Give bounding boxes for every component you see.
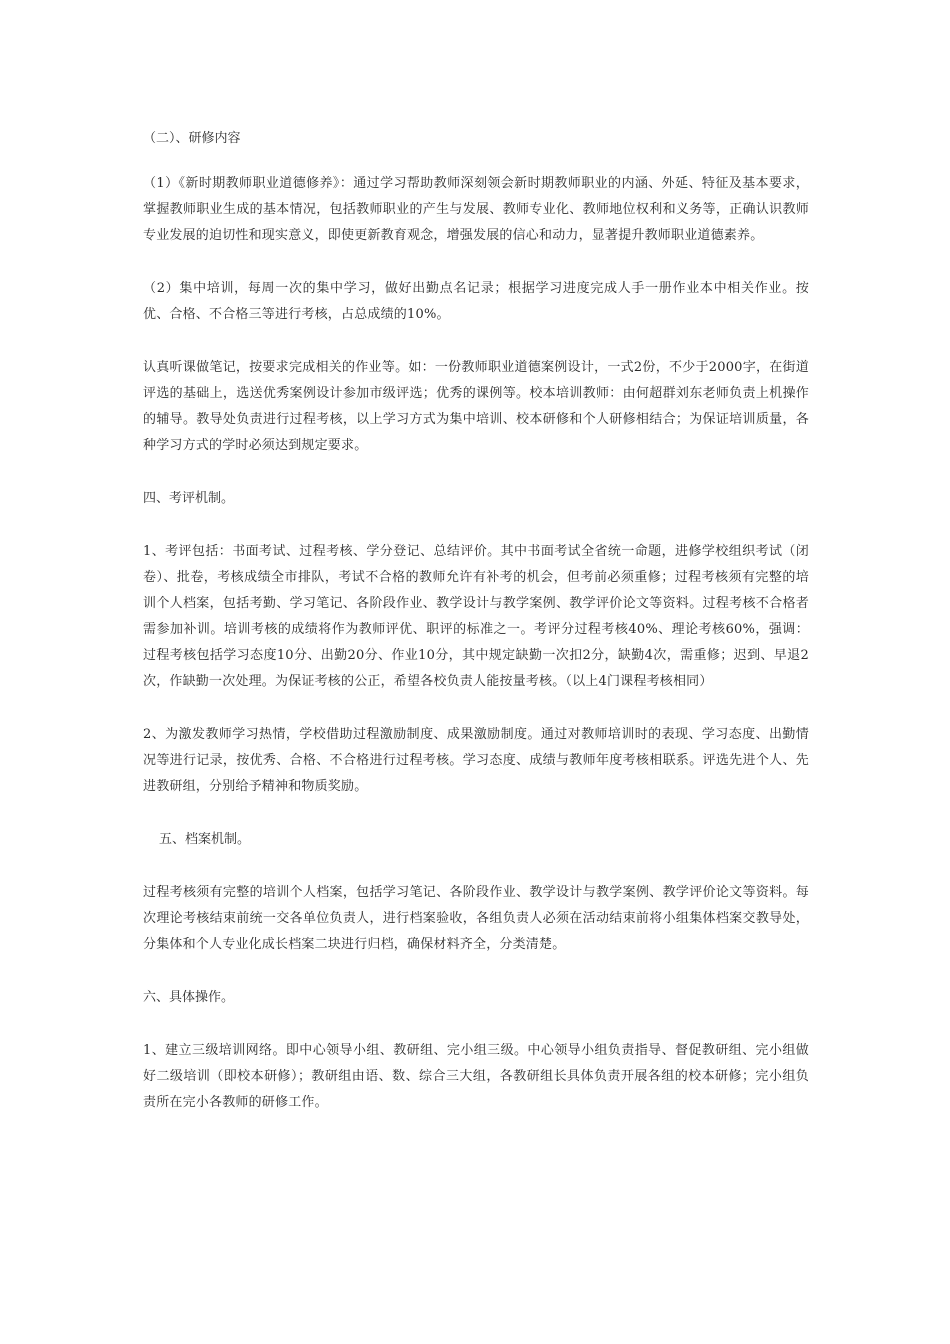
paragraph-evaluation-contents: 1、考评包括：书面考试、过程考核、学分登记、总结评价。其中书面考试全省统一命题，进修学校组织考试（闭卷）、批卷，考核成绩全市排队，考试不合格的教师允许有补考的机会，但考前必须重修；过程考核须有完整的培训个人档案，包括考勤、学习笔记、各阶段作业、教学设计与教学案例、教学评价论文等资料。过程考核不合格者需参加补训。培训考核的成绩将作为教师评优、职评的标准之一。考评分过程考核40%、理论考核60%，强调：过程考核包括学习态度10分、出勤20分、作业10分，其中规定缺勤一次扣2分，缺勤4次，需重修；迟到、早退2次，作缺勤一次处理。为保证考核的公正，希望各校负责人能按量考核。（以上4门课程考核相同） (143, 544, 809, 689)
paragraph-training-network: 1、建立三级培训网络。即中心领导小组、教研组、完小组三级。中心领导小组负责指导、督促教研组、完小组做好二级培训（即校本研修）；教研组由语、数、综合三大组，各教研组长具体负责开展各组的校本研修；完小组负责所在完小各教师的研修工作。 (143, 1043, 809, 1110)
section-heading-evaluation: 四、考评机制。 (143, 491, 235, 506)
section-heading-research-content: （二）、研修内容 (143, 131, 241, 146)
paragraph-incentives: 2、为激发教师学习热情，学校借助过程激励制度、成果激励制度。通过对教师培训时的表现、学习态度、出勤情况等进行记录，按优秀、合格、不合格进行过程考核。学习态度、成绩与教师年度考核相联系。评选先进个人、先进教研组，分别给予精神和物质奖励。 (143, 727, 809, 794)
section-heading-archives: 五、档案机制。 (159, 832, 251, 847)
paragraph-ethics-course: （1）《新时期教师职业道德修养》：通过学习帮助教师深刻领会新时期教师职业的内涵、外延、特征及基本要求，掌握教师职业生成的基本情况，包括教师职业的产生与发展、教师专业化、教师地位权利和义务等，正确认识教师专业发展的迫切性和现实意义，即使更新教育观念，增强发展的信心和动力，显著提升教师职业道德素养。 (143, 176, 809, 243)
section-heading-operations: 六、具体操作。 (143, 990, 235, 1005)
paragraph-archives: 过程考核须有完整的培训个人档案，包括学习笔记、各阶段作业、教学设计与教学案例、教学评价论文等资料。每次理论考核结束前统一交各单位负责人，进行档案验收，各组负责人必须在活动结束前将小组集体档案交教导处，分集体和个人专业化成长档案二块进行归档，确保材料齐全，分类清楚。 (143, 885, 809, 952)
document-page (143, 126, 809, 1116)
paragraph-centralized-training: （2）集中培训，每周一次的集中学习，做好出勤点名记录；根据学习进度完成人手一册作业本中相关作业。按优、合格、不合格三等进行考核，占总成绩的10%。 (143, 281, 809, 322)
paragraph-notes-and-assignments: 认真听课做笔记，按要求完成相关的作业等。如：一份教师职业道德案例设计，一式2份，不少于2000字，在街道评选的基础上，选送优秀案例设计参加市级评选；优秀的课例等。校本培训教师：由何超群刘东老师负责上机操作的辅导。教导处负责进行过程考核，以上学习方式为集中培训、校本研修和个人研修相结合；为保证培训质量，各种学习方式的学时必须达到规定要求。 (143, 360, 809, 453)
